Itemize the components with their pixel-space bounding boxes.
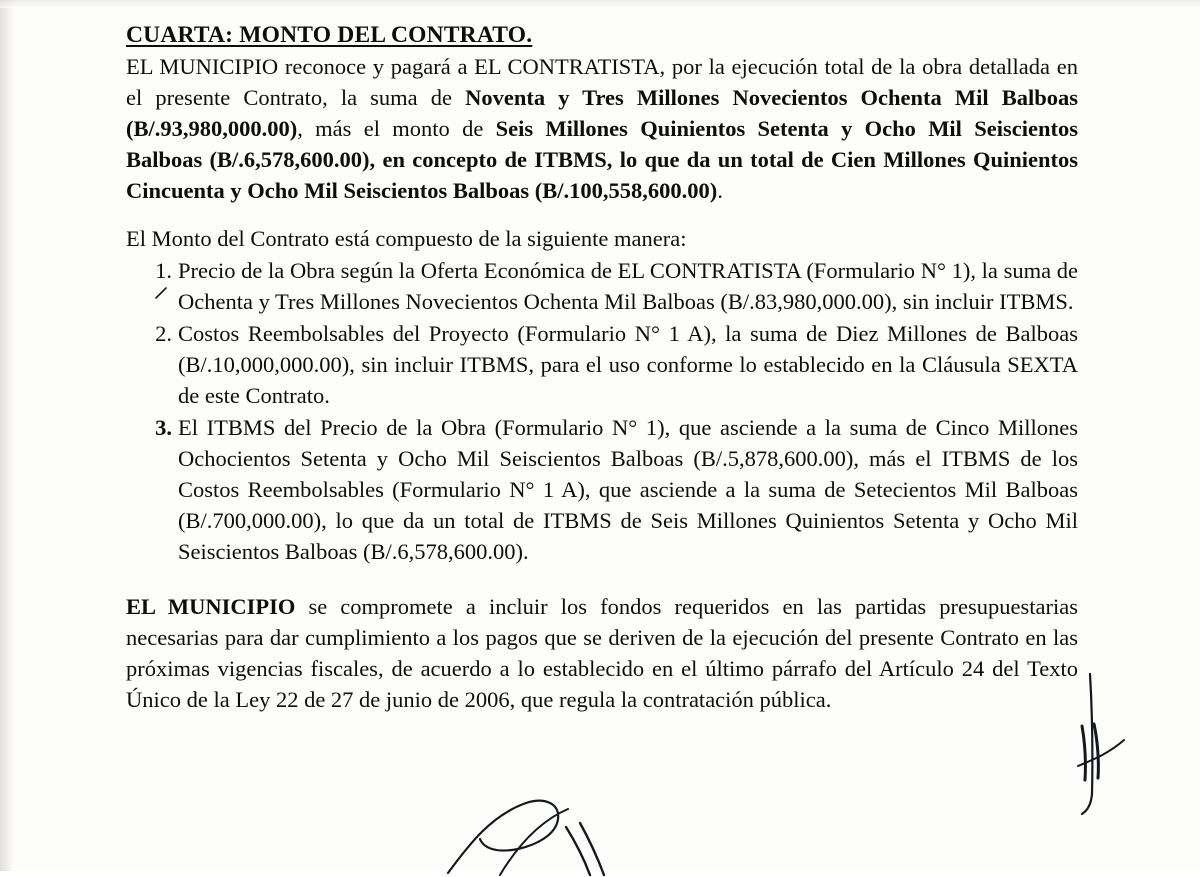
final-paragraph-lead: EL MUNICIPIO xyxy=(126,594,296,619)
section-heading: CUARTA: MONTO DEL CONTRATO. xyxy=(126,22,533,48)
list-item xyxy=(126,255,1078,317)
list-item-number: 3. xyxy=(155,415,172,440)
document-content xyxy=(126,22,1078,715)
breakdown-list xyxy=(126,255,1078,567)
list-item xyxy=(126,412,1078,567)
amount-text-part1: EL MUNICIPIO reconoce y pagará a EL CONTRATISTA, por la ejecución total de la obra detallada en el presente Contrato, la suma de xyxy=(126,54,1078,110)
breakdown-lead-in: El Monto del Contrato está compuesto de la siguiente manera: xyxy=(126,226,687,251)
list-item-text: Precio de la Obra según la Oferta Económica de EL CONTRATISTA (Formulario N° 1), la suma de Ochenta y Tres Millones Novecientos Ochenta Mil Balboas (B/.83,980,000.00), sin incluir ITBMS. xyxy=(178,258,1078,314)
list-item-number: 1. xyxy=(155,258,172,283)
signature-mark xyxy=(440,787,700,877)
final-paragraph-text: se compromete a incluir los fondos requeridos en las partidas presupuestarias necesarias para dar cumplimiento a los pagos que se deriven de la ejecución del presente Contrato en las próximas vigencias fiscales, de acuerdo a lo establecido en el último párrafo del Artículo 24 del Texto Único de la Ley 22 de 27 de junio de 2006, que regula la contratación pública. xyxy=(126,594,1078,712)
scan-edge-top xyxy=(0,0,1200,8)
list-item xyxy=(126,318,1078,411)
amount-text-part3: . xyxy=(717,178,723,203)
contract-amount-paragraph xyxy=(126,51,1078,206)
amount-bold-1: Noventa y Tres Millones Novecientos Ochenta Mil Balboas (B/.93,980,000.00) xyxy=(126,85,1078,141)
scan-edge-left xyxy=(0,0,14,871)
list-item-text: Costos Reembolsables del Proyecto (Formulario N° 1 A), la suma de Diez Millones de Balboas (B/.10,000,000.00), sin incluir ITBMS, para el uso conforme lo establecido en la Cláusula SEXTA de este Contrato. xyxy=(178,321,1078,408)
amount-text-part2: , más el monto de xyxy=(297,116,496,141)
list-item-text: El ITBMS del Precio de la Obra (Formulario N° 1), que asciende a la suma de Cinco Millones Ochocientos Setenta y Ocho Mil Seiscientos Balboas (B/.5,878,600.00), más el ITBMS de los Costos Reembolsables (Formulario N° 1 A), que asciende a la suma de Setecientos Mil Balboas (B/.700,000.00), lo que da un total de ITBMS de Seis Millones Quinientos Setenta y Ocho Mil Seiscientos Balboas (B/.6,578,600.00). xyxy=(178,415,1078,564)
list-item-number: 2. xyxy=(155,321,172,346)
municipality-commitment-paragraph xyxy=(126,591,1078,715)
amount-bold-2: Seis Millones Quinientos Setenta y Ocho Mil Seiscientos Balboas (B/.6,578,600.00), en concepto de ITBMS, lo que da un total de Cien Millones Quinientos Cincuenta y Ocho Mil Seiscientos Balboas (B/.100,558,600.00) xyxy=(126,116,1078,203)
